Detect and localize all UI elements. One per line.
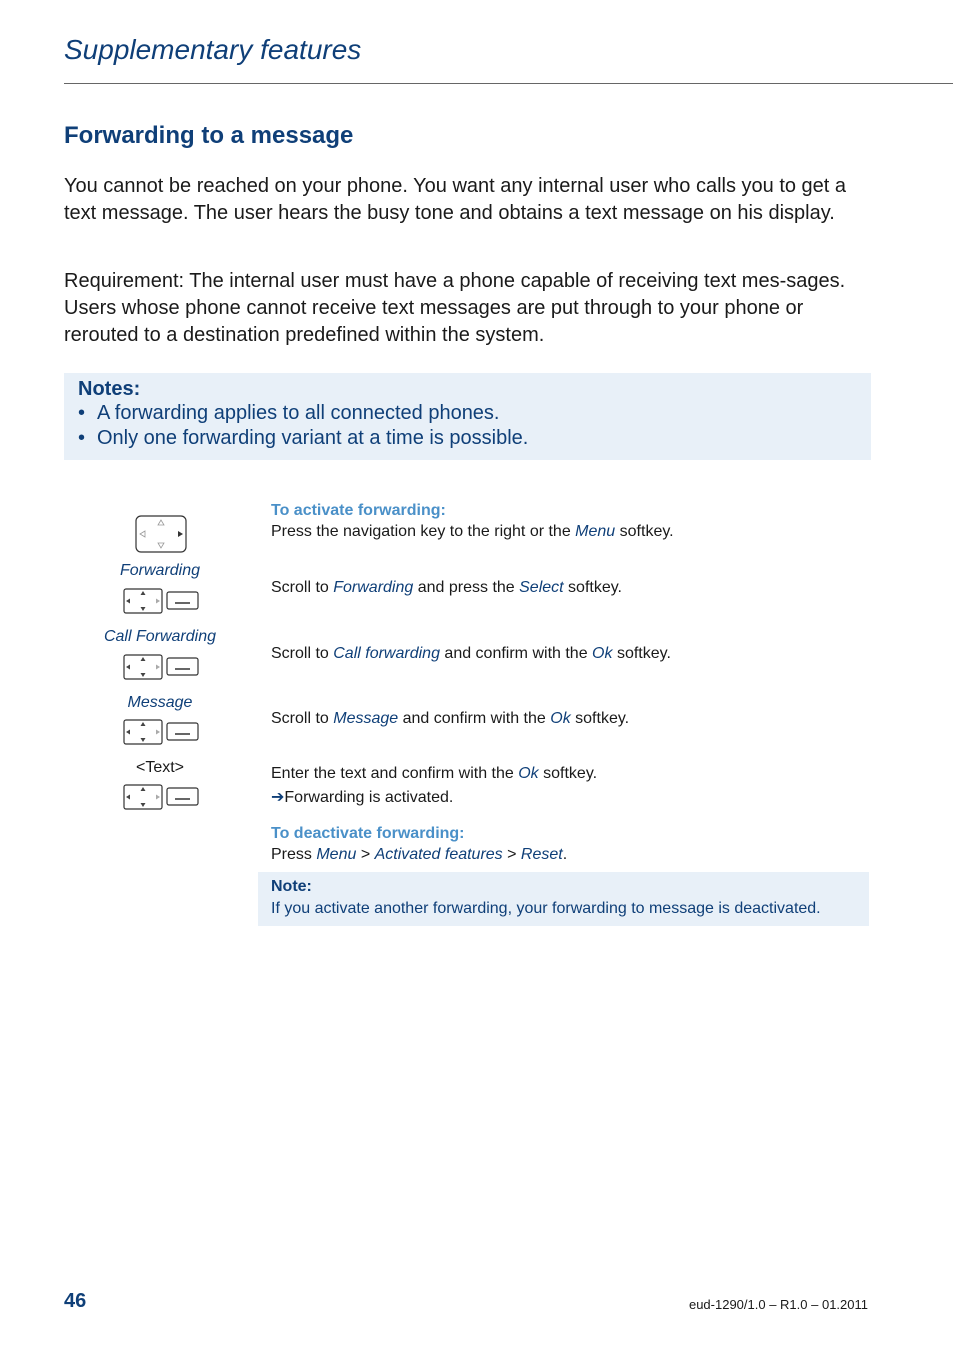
bullet: • <box>78 427 86 449</box>
menu-softkey: Menu <box>575 523 616 540</box>
note-text: If you activate another forwarding, your forwarding to message is deactivated. <box>271 900 821 917</box>
note-text: Only one forwarding variant at a time is possible. <box>97 427 529 449</box>
note-item <box>78 427 528 450</box>
menu-item-activated-features: Activated features <box>374 846 503 863</box>
section-heading: Forwarding to a message <box>64 122 354 149</box>
navpad-ok-icon <box>123 654 199 680</box>
notes-box <box>64 373 871 460</box>
result-arrow-icon: ➔ <box>271 789 285 806</box>
deactivate-step <box>271 846 567 864</box>
step-text: Scroll to <box>271 710 334 727</box>
menu-item-message: Message <box>333 710 399 727</box>
requirement-paragraph: Requirement: The internal user must have a phone capable of receiving text mes-sages. Users whose phone cannot receive text messages are put through to your phone or rerouted to a destination predefined within the system. <box>64 270 846 346</box>
notes-title: Notes: <box>78 378 141 400</box>
bullet: • <box>78 402 86 424</box>
note-item <box>78 402 500 425</box>
label-forwarding: Forwarding <box>119 562 201 579</box>
step-text: softkey. <box>538 765 598 782</box>
step-2 <box>271 579 622 597</box>
result-text: Forwarding is activated. <box>284 789 454 806</box>
intro-paragraph: You cannot be reached on your phone. You want any internal user who calls you to get a text message. The user hears the busy tone and obtains a text message on his display. <box>64 175 847 224</box>
step-1 <box>271 523 674 541</box>
label-text: <Text> <box>135 759 185 776</box>
page-number: 46 <box>64 1290 87 1312</box>
step-text: softkey. <box>563 579 622 596</box>
document-reference: eud-1290/1.0 – R1.0 – 01.2011 <box>688 1297 868 1312</box>
step-3 <box>271 645 671 663</box>
step-text: softkey. <box>570 710 630 727</box>
menu-item-forwarding: Forwarding <box>333 579 414 596</box>
step-text: Enter the text and confirm with the <box>271 765 519 782</box>
step-text: . <box>562 846 568 863</box>
navpad-ok-icon <box>123 784 199 810</box>
step-4 <box>271 710 629 728</box>
step-text: Press the navigation key to the right or the <box>271 523 576 540</box>
navigation-key-icon <box>135 515 187 553</box>
step-5-result <box>271 787 453 807</box>
ok-softkey: Ok <box>550 710 571 727</box>
note-box <box>258 872 869 926</box>
header-divider <box>64 83 953 84</box>
label-call-forwarding: Call Forwarding <box>103 628 217 645</box>
step-text: and confirm with the <box>439 645 593 662</box>
menu-softkey: Menu <box>316 846 357 863</box>
note-title: Note: <box>271 878 312 895</box>
ok-softkey: Ok <box>592 645 613 662</box>
note-text: A forwarding applies to all connected phones. <box>97 402 500 424</box>
select-softkey: Select <box>519 579 564 596</box>
navpad-ok-icon <box>123 719 199 745</box>
ok-softkey: Ok <box>518 765 539 782</box>
step-text: and confirm with the <box>398 710 551 727</box>
step-text: and press the <box>413 579 520 596</box>
page-header-title: Supplementary features <box>64 34 362 65</box>
step-text: Scroll to <box>271 579 334 596</box>
menu-item-reset: Reset <box>520 846 563 863</box>
step-text: Scroll to <box>271 645 334 662</box>
step-text: Press <box>271 846 317 863</box>
step-text: softkey. <box>615 523 674 540</box>
step-text: softkey. <box>612 645 671 662</box>
step-5 <box>271 765 597 783</box>
activate-heading: To activate forwarding: <box>271 502 446 519</box>
deactivate-heading: To deactivate forwarding: <box>271 825 465 842</box>
navpad-select-icon <box>123 588 199 614</box>
separator: > <box>502 846 521 863</box>
separator: > <box>356 846 375 863</box>
menu-item-call-forwarding: Call forwarding <box>333 645 440 662</box>
label-message: Message <box>127 694 193 711</box>
